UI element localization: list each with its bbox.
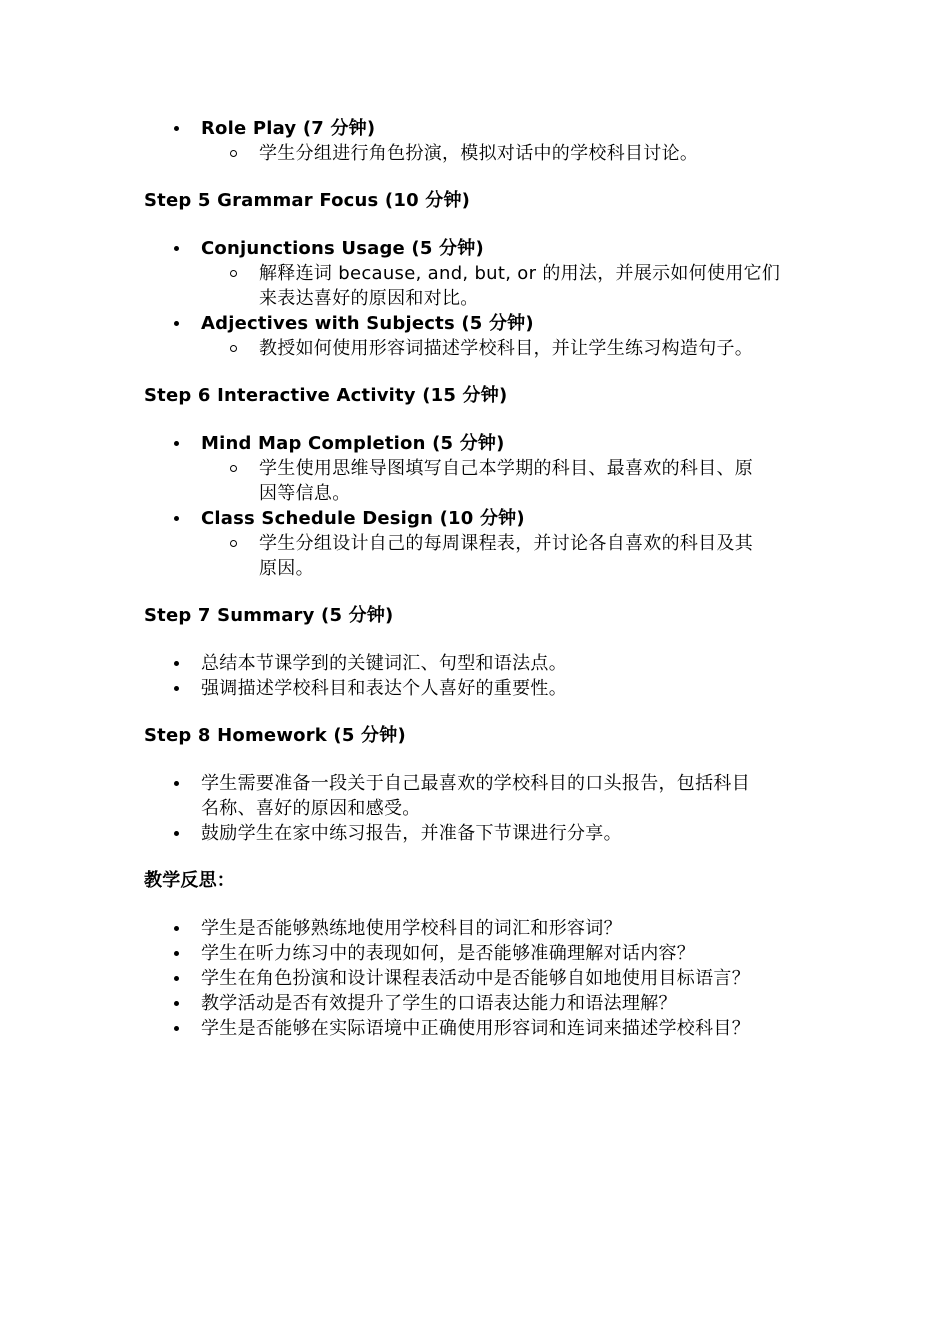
document-content xyxy=(144,116,804,1041)
list-item xyxy=(144,431,804,506)
sub-text-line: 原因。 xyxy=(259,558,314,579)
step7-list xyxy=(144,651,804,701)
sub-list-item xyxy=(201,531,804,581)
list-item xyxy=(144,771,804,821)
list-text: 总结本节课学到的关键词汇、句型和语法点。 xyxy=(201,653,567,674)
step8-list xyxy=(144,771,804,846)
sub-list xyxy=(201,141,804,166)
item-title: Adjectives with Subjects (5 分钟) xyxy=(201,313,534,334)
item-title: Role Play (7 分钟) xyxy=(201,118,376,139)
sub-list xyxy=(201,531,804,581)
item-title: Conjunctions Usage (5 分钟) xyxy=(201,238,484,259)
sub-text-line: 来表达喜好的原因和对比。 xyxy=(259,288,479,309)
step-heading: Step 5 Grammar Focus (10 分钟) xyxy=(144,190,471,211)
sub-list-item xyxy=(201,456,804,506)
sub-text: 学生分组进行角色扮演，模拟对话中的学校科目讨论。 xyxy=(259,143,699,164)
sub-list xyxy=(201,456,804,506)
sub-text-line: 教授如何使用形容词描述学校科目，并让学生练习构造句子。 xyxy=(259,338,754,359)
step5-list xyxy=(144,236,804,361)
list-item xyxy=(144,991,804,1016)
list-item xyxy=(144,1016,804,1041)
sub-list xyxy=(201,261,804,311)
list-item xyxy=(144,966,804,991)
sub-text-line: 学生分组设计自己的每周课程表，并讨论各自喜欢的科目及其 xyxy=(259,533,754,554)
list-text: 学生在听力练习中的表现如何，是否能够准确理解对话内容？ xyxy=(201,943,696,964)
list-item xyxy=(144,116,804,166)
list-item xyxy=(144,236,804,311)
list-text: 强调描述学校科目和表达个人喜好的重要性。 xyxy=(201,678,567,699)
sub-text-line: 解释连词 because, and, but, or 的用法，并展示如何使用它们 xyxy=(259,263,781,284)
sub-list-item xyxy=(201,141,804,166)
step-heading: Step 8 Homework (5 分钟) xyxy=(144,725,406,746)
list-text: 教学活动是否有效提升了学生的口语表达能力和语法理解？ xyxy=(201,993,677,1014)
step-heading: Step 7 Summary (5 分钟) xyxy=(144,605,394,626)
sub-text-line: 因等信息。 xyxy=(259,483,351,504)
list-item xyxy=(144,311,804,361)
list-item xyxy=(144,821,804,846)
role-play-list xyxy=(144,116,804,166)
list-text: 学生是否能够熟练地使用学校科目的词汇和形容词？ xyxy=(201,918,622,939)
list-text: 学生是否能够在实际语境中正确使用形容词和连词来描述学校科目？ xyxy=(201,1018,750,1039)
list-item xyxy=(144,506,804,581)
sub-list-item xyxy=(201,336,804,361)
sub-list xyxy=(201,336,804,361)
reflection-heading: 教学反思： xyxy=(144,870,235,891)
list-text: 学生在角色扮演和设计课程表活动中是否能够自如地使用目标语言？ xyxy=(201,968,750,989)
list-text-line: 名称、喜好的原因和感受。 xyxy=(201,798,421,819)
reflection-list xyxy=(144,916,804,1041)
list-item xyxy=(144,676,804,701)
list-item xyxy=(144,941,804,966)
item-title: Class Schedule Design (10 分钟) xyxy=(201,508,525,529)
item-title: Mind Map Completion (5 分钟) xyxy=(201,433,505,454)
sub-text-line: 学生使用思维导图填写自己本学期的科目、最喜欢的科目、原 xyxy=(259,458,754,479)
sub-list-item xyxy=(201,261,804,311)
step6-list xyxy=(144,431,804,581)
list-item xyxy=(144,651,804,676)
list-text-line: 鼓励学生在家中练习报告，并准备下节课进行分享。 xyxy=(201,823,622,844)
step-heading: Step 6 Interactive Activity (15 分钟) xyxy=(144,385,508,406)
list-item xyxy=(144,916,804,941)
list-text-line: 学生需要准备一段关于自己最喜欢的学校科目的口头报告，包括科目 xyxy=(201,773,750,794)
